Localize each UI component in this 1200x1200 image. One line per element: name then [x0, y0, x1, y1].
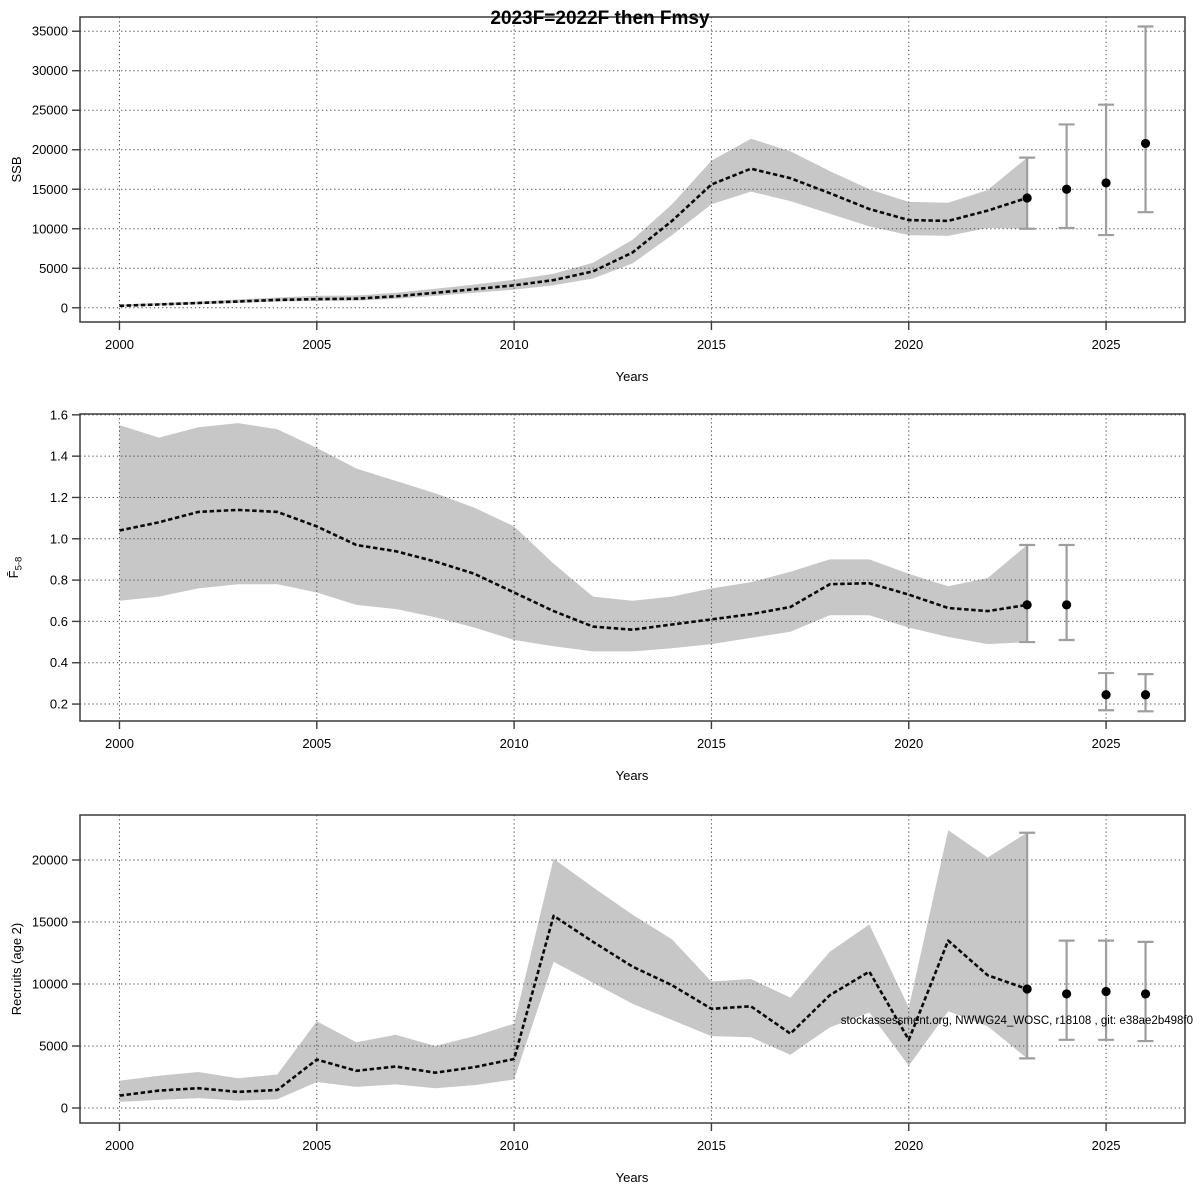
y-tick-label: 1.0	[49, 531, 68, 547]
x-tick-label: 2010	[499, 337, 529, 352]
x-tick-label: 2000	[105, 736, 134, 751]
forecast-point	[1101, 178, 1110, 187]
x-tick-label: 2005	[302, 1138, 332, 1153]
y-axis-title: $F̄_{5-8}$	[6, 556, 25, 579]
y-tick-label: 20000	[31, 142, 68, 158]
y-tick-label: 10000	[31, 221, 68, 237]
y-tick-label: 0	[60, 300, 68, 316]
x-tick-label: 2005	[302, 736, 332, 751]
recruits-panel	[9, 815, 1193, 1185]
x-tick-label: 2000	[105, 337, 134, 352]
x-tick-label: 2025	[1091, 736, 1121, 751]
x-axis-title: Years	[615, 369, 649, 384]
y-tick-label: 5000	[39, 1038, 68, 1054]
confidence-band	[120, 423, 1028, 651]
y-axis-title: SSB	[9, 156, 24, 183]
forecast-point	[1141, 989, 1150, 998]
forecast-error-bar	[1059, 124, 1075, 228]
y-tick-label: 5000	[39, 260, 68, 276]
y-tick-label: 0	[60, 1100, 68, 1116]
x-tick-label: 2015	[696, 736, 726, 751]
y-tick-label: 1.2	[49, 489, 68, 505]
confidence-band	[120, 830, 1028, 1102]
x-tick-label: 2005	[302, 337, 332, 352]
y-tick-label: 1.6	[49, 407, 68, 423]
forecast-point	[1141, 139, 1150, 148]
y-tick-label: 0.8	[49, 572, 68, 588]
x-tick-label: 2025	[1091, 1138, 1121, 1153]
x-tick-label: 2010	[499, 736, 529, 751]
x-tick-label: 2010	[499, 1138, 529, 1153]
y-tick-label: 10000	[31, 976, 68, 992]
x-axis-title: Years	[615, 1170, 649, 1185]
watermark-text: stockassessment.org, NWWG24_WOSC, r18108 , git: e38ae2b498f0	[840, 1015, 1193, 1027]
y-tick-label: 25000	[31, 102, 68, 118]
forecast-error-bar	[1138, 26, 1154, 212]
forecast-point	[1062, 989, 1071, 998]
forecast-point	[1101, 690, 1110, 699]
y-tick-label: 30000	[31, 63, 68, 79]
y-tick-label: 20000	[31, 852, 68, 868]
forecast-error-bar	[1059, 545, 1075, 640]
forecast-point	[1023, 193, 1032, 202]
x-tick-label: 2020	[894, 1138, 924, 1153]
x-tick-label: 2020	[894, 736, 924, 751]
y-tick-label: 0.2	[49, 696, 68, 712]
ssb-panel	[9, 8, 1185, 384]
forecast-point	[1023, 600, 1032, 609]
y-tick-label: 1.4	[49, 448, 68, 464]
x-tick-label: 2025	[1091, 337, 1121, 352]
x-axis-title: Years	[615, 768, 649, 783]
fbar-panel	[6, 407, 1185, 783]
y-tick-label: 35000	[31, 23, 68, 39]
y-axis-title: Recruits (age 2)	[9, 922, 24, 1016]
forecast-point	[1062, 600, 1071, 609]
y-tick-label: 0.4	[49, 655, 68, 671]
confidence-band	[120, 139, 1028, 307]
forecast-error-bar	[1098, 105, 1114, 235]
chart-title: 2023F=2022F then Fmsy	[490, 8, 710, 29]
x-tick-label: 2000	[105, 1138, 134, 1153]
x-tick-label: 2020	[894, 337, 924, 352]
y-tick-label: 15000	[31, 181, 68, 197]
forecast-point	[1062, 185, 1071, 194]
forecast-point	[1101, 987, 1110, 996]
forecast-point	[1141, 690, 1150, 699]
forecast-point	[1023, 984, 1032, 993]
x-tick-label: 2015	[696, 1138, 726, 1153]
x-tick-label: 2015	[696, 337, 726, 352]
y-tick-label: 0.6	[49, 613, 68, 629]
y-tick-label: 15000	[31, 914, 68, 930]
